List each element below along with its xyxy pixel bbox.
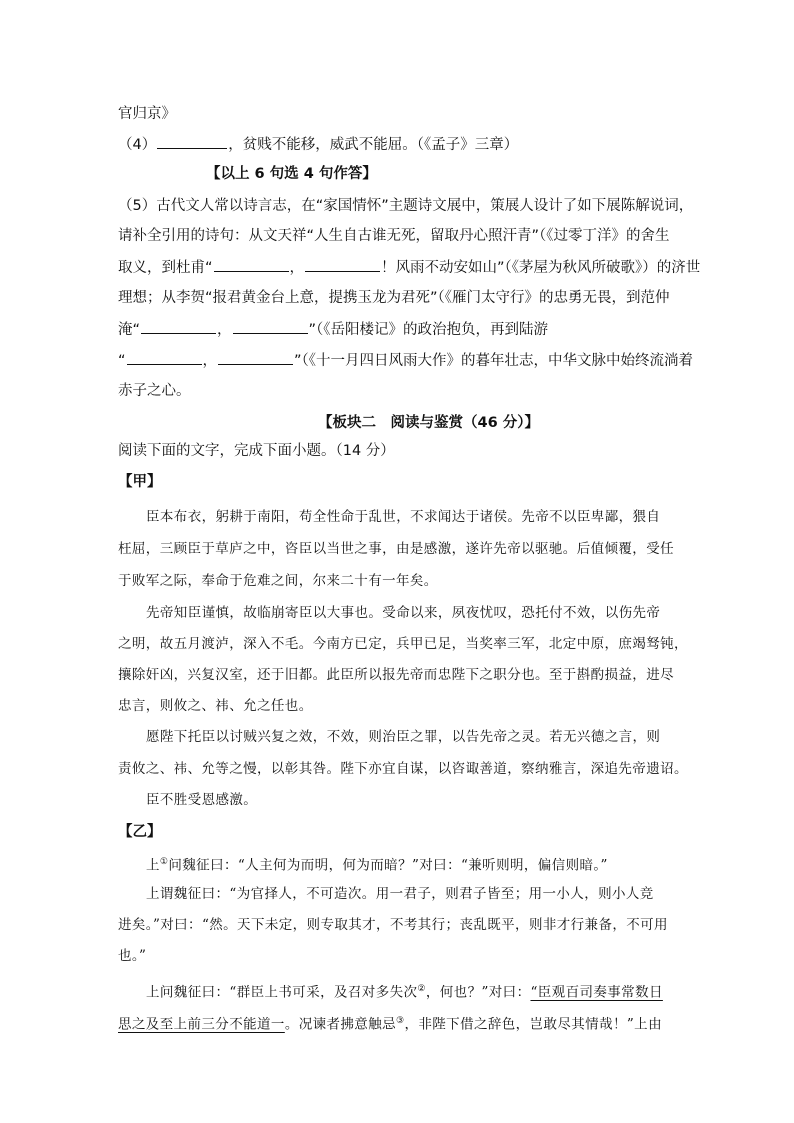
text-span: ， [217,322,232,338]
passage-line: 上谓魏征曰：“为官择人，不可造次。用一君子，则君子皆至；用一小人，则小人竞 [146,886,654,902]
passage-line: 臣不胜受恩感激。 [146,792,258,808]
text-span: 。况谏者拂意触忌 [284,1016,397,1033]
question-5-line [118,319,548,340]
passage-line [146,852,608,876]
text-span: ”（《十一月四日风雨大作》的暮年壮志，中华文脉中始终流淌着 [294,353,694,369]
question-5-line: 请补全引用的诗句：从文天祥“人生自古谁无死，留取丹心照汗青”（《过零丁洋》的舍生 [118,228,670,244]
question-5-line: 赤子之心。 [118,383,191,399]
footnote-marker: ① [159,857,169,867]
text-span: 上 [146,857,160,874]
reading-instruction: 阅读下面的文字，完成下面小题。（14 分） [118,443,395,459]
passage-line: 进矣。”对曰：“然。天下未定，则专取其才，不考其行；丧乱既平，则非才行兼备，不可用 [118,917,668,933]
answer-blank[interactable] [127,350,202,365]
text-span: ”（《岳阳楼记》的政治抱负，再到陆游 [308,322,549,338]
text-span: 淹“ [118,322,141,338]
answer-blank[interactable] [141,319,216,334]
passage-line [146,979,663,1003]
passage-label-yi: 【乙】 [118,824,162,840]
passage-line: 于败军之际，奉命于危难之间，尔来二十有一年矣。 [118,573,438,589]
passage-line: 攘除奸凶，兴复汉室，还于旧都。此臣所以报先帝而忠陛下之职分也。至于斟酌损益，进尽 [118,667,674,683]
text-span: 问魏征曰：“人主何为而明，何为而暗？”对曰：“兼听则明，偏信则暗。” [168,857,608,874]
passage-line [118,1011,662,1035]
passage-line: 责攸之、祎、允等之慢，以彰其咎。陛下亦宜自谋，以咨诹善道，察纳雅言，深追先帝遗诏。 [118,761,688,777]
question-5-line [118,350,693,371]
passage-line: 先帝知臣谨慎，故临崩寄臣以大事也。受命以来，夙夜忧叹，恐托付不效，以伤先帝 [146,605,661,621]
question-number: （4） [118,137,157,153]
passage-line: 也。” [118,948,147,964]
text-span: “ [118,353,126,369]
answer-blank[interactable] [157,134,227,149]
answer-blank[interactable] [214,257,289,272]
text-span: ，非陛下借之辞色，岂敢尽其情哉！”上由 [404,1016,662,1033]
text-span: ，何也？”对曰： [425,984,531,1001]
passage-line: 枉屈，三顾臣于草庐之中，咨臣以当世之事，由是感激，遂许先帝以驱驰。后值倾覆，受任 [118,541,674,557]
question-5-line: 理想；从李贺“报君黄金台上意，提携玉龙为君死”（《雁门太守行》的忠勇无畏，到范仲 [118,290,670,306]
question-5-line [118,257,700,278]
passage-line: 忠言，则攸之、祎、允之任也。 [118,698,313,714]
text-span: ， [289,260,305,276]
passage-label-jia: 【甲】 [118,474,162,490]
passage-line: 愿陛下托臣以讨贼兴复之效，不效，则治臣之罪，以告先帝之灵。若无兴德之言，则 [146,729,661,745]
text-line: 官归京》 [118,106,176,122]
answer-blank[interactable] [305,257,380,272]
footnote-marker: ② [417,984,426,994]
footnote-marker: ③ [396,1016,405,1026]
text-span: ！风雨不动安如山”（《茅屋为秋风所破歌》）的济世 [381,260,701,276]
passage-line: 臣本布衣，躬耕于南阳，苟全性命于乱世，不求闻达于诸侯。先帝不以臣卑鄙，猥自 [146,509,661,525]
answer-blank[interactable] [233,319,308,334]
question-4 [118,134,518,155]
section-heading: 【板块二 阅读与鉴赏（46 分）】 [318,415,539,431]
text-span: 上问魏征曰：“群臣上书可采，及召对多失次 [146,984,418,1001]
underlined-sentence: 思之及至上前三分不能道一 [118,1016,285,1033]
text-span: 取义，到杜甫“ [118,260,213,276]
question-5-line: （5）古代文人常以诗言志，在“家国情怀”主题诗文展中，策展人设计了如下展陈解说词， [118,198,694,214]
answer-blank[interactable] [218,350,293,365]
instruction-note: 【以上 6 句选 4 句作答】 [206,166,377,182]
question-text: ，贫贱不能移，威武不能屈。（《孟子》三章） [228,137,519,153]
text-span: ， [202,353,218,369]
passage-line: 之明，故五月渡泸，深入不毛。今南方已定，兵甲已足，当奖率三军，北定中原，庶竭驽钝， [118,636,688,652]
underlined-sentence: “臣观百司奏事常数日 [530,984,663,1001]
